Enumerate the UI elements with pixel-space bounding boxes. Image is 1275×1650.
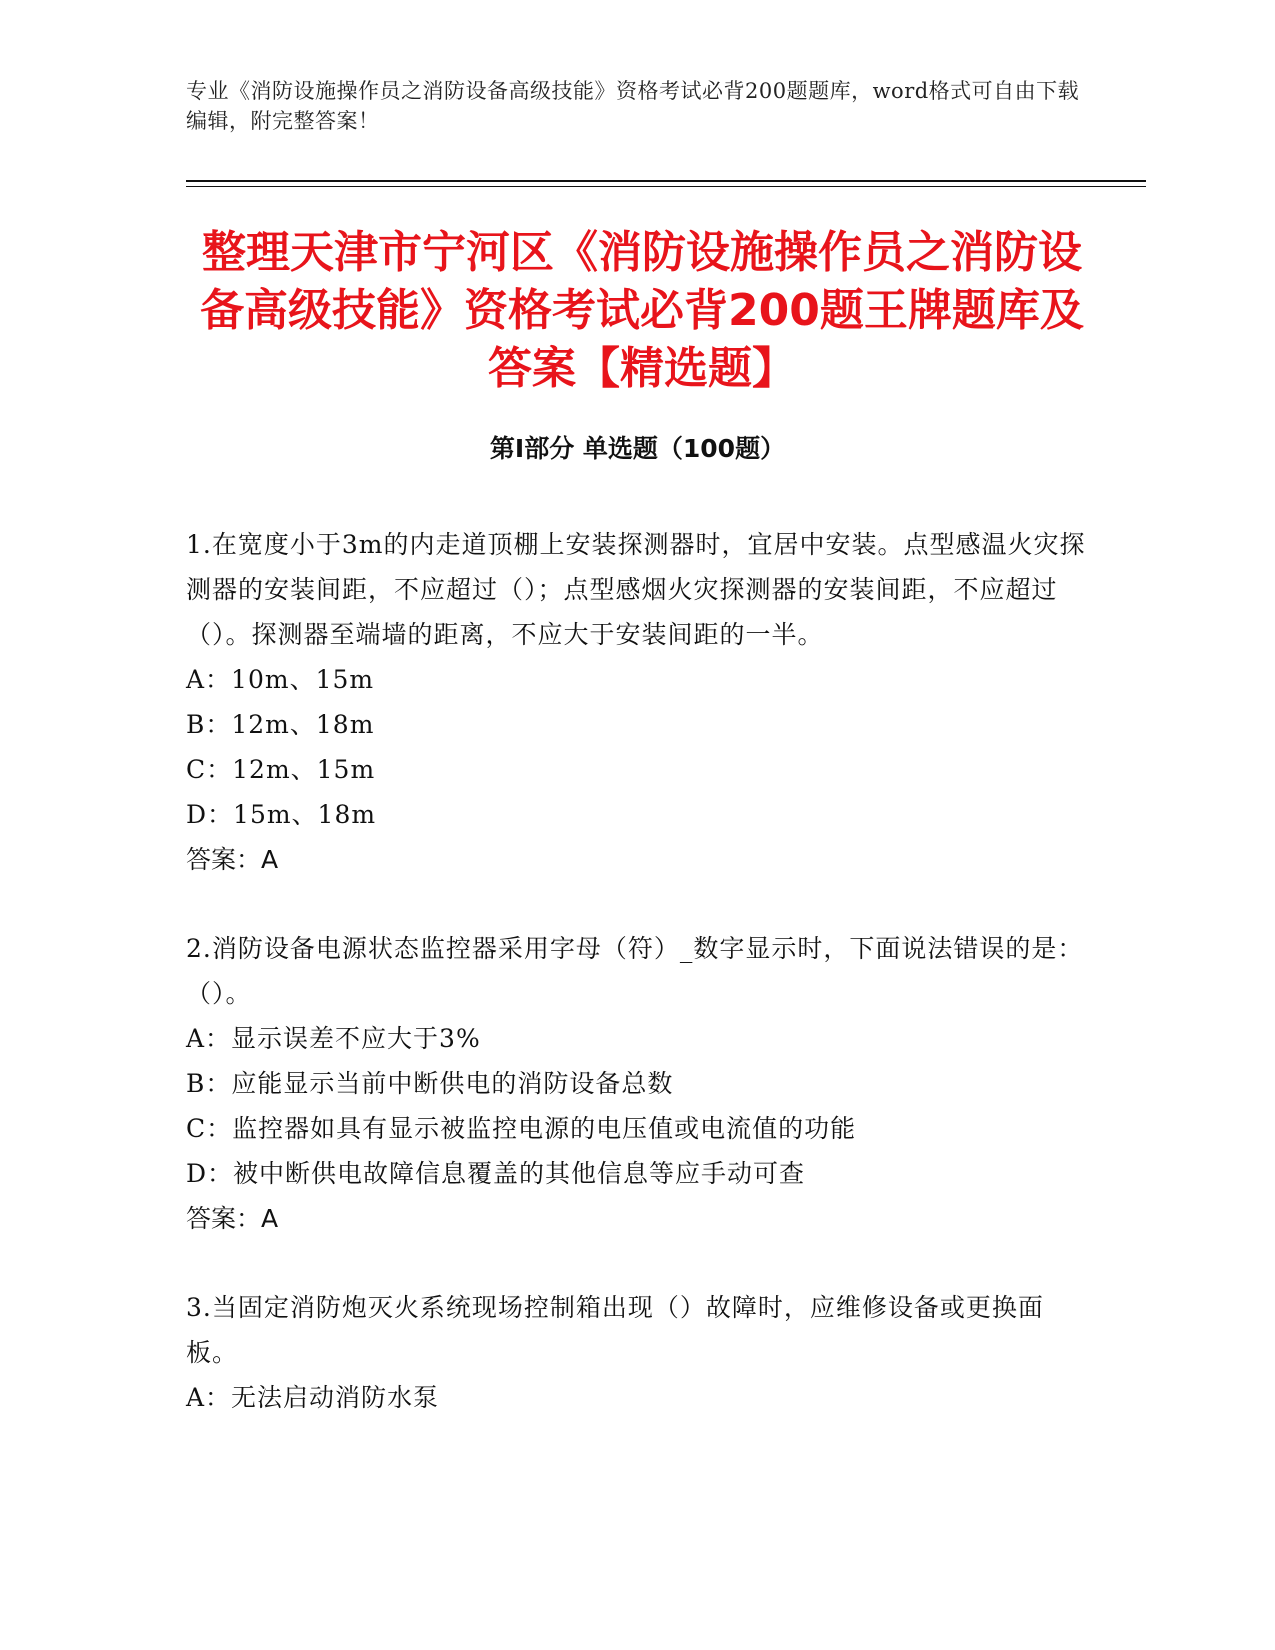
header-rule-thick (186, 180, 1146, 182)
question-option: A：显示误差不应大于3% (186, 1024, 481, 1053)
question-option: C：监控器如具有显示被监控电源的电压值或电流值的功能 (186, 1114, 857, 1143)
question-stem: 1.在宽度小于3m的内走道顶棚上安装探测器时，宜居中安装。点型感温火灾探测器的安装间距，不应超过（）；点型感烟火灾探测器的安装间距，不应超过（）。探测器至端墙的距离，不应大于安装间距的一半。 (186, 530, 1086, 649)
question-option: A：无法启动消防水泵 (186, 1383, 440, 1412)
question-option: B：12m、18m (186, 710, 375, 739)
document-title: 整理天津市宁河区《消防设施操作员之消防设备高级技能》资格考试必背200题王牌题库及答案【精选题】 (200, 227, 1084, 394)
question-1 (186, 522, 1086, 882)
question-answer: 答案：A (186, 845, 279, 874)
section-heading: 第Ⅰ部分 单选题（100题） (489, 434, 786, 463)
question-stem: 3.当固定消防炮灭火系统现场控制箱出现（）故障时，应维修设备或更换面板。 (186, 1293, 1044, 1367)
header-rule-thin (186, 186, 1146, 187)
question-option: D：15m、18m (186, 800, 377, 829)
question-option: B：应能显示当前中断供电的消防设备总数 (186, 1069, 674, 1098)
question-option: C：12m、15m (186, 755, 376, 784)
question-option: D：被中断供电故障信息覆盖的其他信息等应手动可查 (186, 1159, 806, 1188)
question-list (186, 522, 1086, 1464)
question-2 (186, 926, 1086, 1241)
question-3 (186, 1285, 1086, 1420)
question-option: A：10m、15m (186, 665, 375, 694)
header-note: 专业《消防设施操作员之消防设备高级技能》资格考试必背200题题库，word格式可自由下载编辑，附完整答案！ (186, 79, 1080, 133)
question-stem: 2.消防设备电源状态监控器采用字母（符）_数字显示时，下面说法错误的是：（）。 (186, 934, 1084, 1008)
question-answer: 答案：A (186, 1204, 279, 1233)
